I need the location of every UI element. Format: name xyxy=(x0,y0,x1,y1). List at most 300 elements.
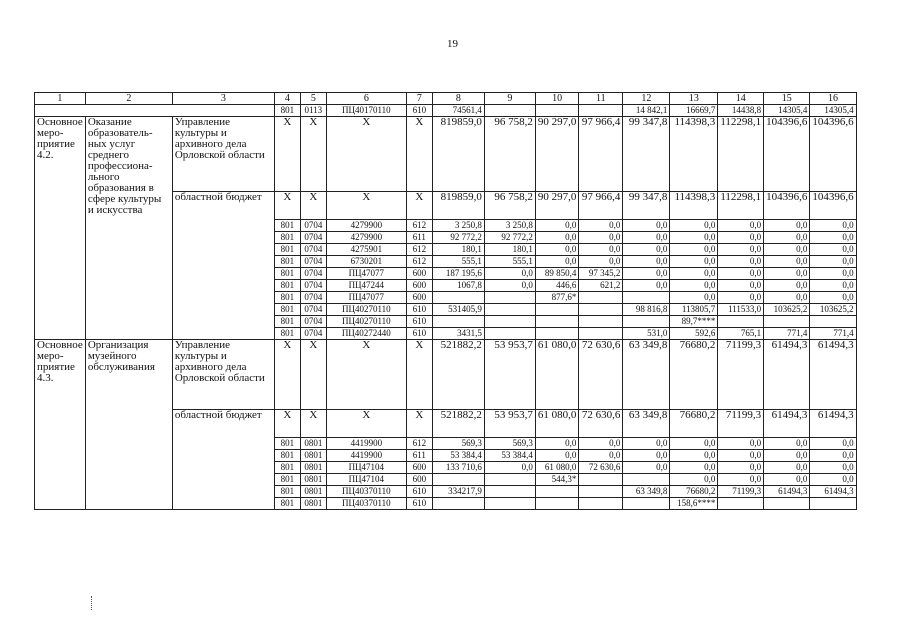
budget-line-value: 0,0 xyxy=(670,280,718,292)
budget-line-value: 0,0 xyxy=(623,450,670,462)
budget-line-value: 555,1 xyxy=(484,256,535,268)
budget-line-value xyxy=(810,316,856,328)
budget-line-value: 592,6 xyxy=(670,328,718,340)
budget-total: 97 966,4 xyxy=(579,192,623,220)
budget-line-value xyxy=(535,304,579,316)
budget-line-value: 611 xyxy=(406,232,432,244)
budget-line-value: 0,0 xyxy=(764,292,810,304)
budget-line-value: 0,0 xyxy=(764,268,810,280)
executor-total: Х xyxy=(326,340,406,410)
budget-line-value xyxy=(579,474,623,486)
budget-line-value: ПЦ40270110 xyxy=(326,316,406,328)
budget-line-value: 446,6 xyxy=(535,280,579,292)
budget-total: 76680,2 xyxy=(670,410,718,438)
column-number: 5 xyxy=(300,93,326,105)
carry-value: 16669,7 xyxy=(670,105,718,117)
executor-total: 61 080,0 xyxy=(535,340,579,410)
budget-line-value: 0801 xyxy=(300,450,326,462)
budget-line-value xyxy=(579,328,623,340)
budget-line-value: 0,0 xyxy=(535,438,579,450)
budget-line-value: 111533,0 xyxy=(718,304,764,316)
budget-line-value: 610 xyxy=(406,316,432,328)
carry-value: 14 842,1 xyxy=(623,105,670,117)
measure-name: Основное меро-приятие 4.2. xyxy=(35,117,86,340)
budget-line-value: 801 xyxy=(274,256,300,268)
budget-total: Х xyxy=(326,410,406,438)
column-number: 2 xyxy=(85,93,172,105)
budget-line-value: 0,0 xyxy=(579,244,623,256)
budget-line-value: 0,0 xyxy=(810,256,856,268)
budget-line-value: 0,0 xyxy=(718,244,764,256)
budget-line-value: 61 080,0 xyxy=(535,462,579,474)
budget-line-value: 801 xyxy=(274,304,300,316)
budget-line-value: 0801 xyxy=(300,486,326,498)
budget-line-value xyxy=(579,304,623,316)
budget-line-value: 0,0 xyxy=(535,232,579,244)
budget-line-value: 0,0 xyxy=(623,220,670,232)
budget-line-value: 6730201 xyxy=(326,256,406,268)
executor-total: 96 758,2 xyxy=(484,117,535,192)
budget-line-value: 801 xyxy=(274,450,300,462)
budget-line-value xyxy=(484,498,535,510)
budget-line-value: 0,0 xyxy=(670,244,718,256)
budget-line-value: 801 xyxy=(274,438,300,450)
budget-line-value: 0,0 xyxy=(670,438,718,450)
budget-line-value: 61494,3 xyxy=(764,486,810,498)
carry-value: 0113 xyxy=(300,105,326,117)
budget-line-value: 0,0 xyxy=(670,462,718,474)
budget-line-value: 4279900 xyxy=(326,220,406,232)
budget-total: 71199,3 xyxy=(718,410,764,438)
budget-line-value: 801 xyxy=(274,280,300,292)
budget-line-value: 76680,2 xyxy=(670,486,718,498)
column-number: 16 xyxy=(810,93,856,105)
budget-line-value: 4419900 xyxy=(326,438,406,450)
budget-line-value: 801 xyxy=(274,316,300,328)
budget-line-value: 801 xyxy=(274,474,300,486)
executor-total: 97 966,4 xyxy=(579,117,623,192)
budget-line-value: 71199,3 xyxy=(718,486,764,498)
budget-line-value: 0704 xyxy=(300,316,326,328)
executor-total: Х xyxy=(326,117,406,192)
budget-line-value xyxy=(484,316,535,328)
budget-line-value: 0,0 xyxy=(718,450,764,462)
budget-line-value: 801 xyxy=(274,498,300,510)
m43-executor-row xyxy=(35,340,857,410)
budget-line-value: 53 384,4 xyxy=(432,450,484,462)
budget-line-value: 0,0 xyxy=(535,256,579,268)
budget-line-value: 555,1 xyxy=(432,256,484,268)
budget-line-value: 0704 xyxy=(300,304,326,316)
executor-total: 61494,3 xyxy=(764,340,810,410)
budget-line-value: 92 772,2 xyxy=(484,232,535,244)
budget-line-value: 544,3* xyxy=(535,474,579,486)
executor-total: 53 953,7 xyxy=(484,340,535,410)
executor-total: Х xyxy=(406,340,432,410)
budget-line-value: 0704 xyxy=(300,244,326,256)
budget-line-value: 0,0 xyxy=(623,268,670,280)
budget-total: Х xyxy=(406,192,432,220)
budget-total: 112298,1 xyxy=(718,192,764,220)
budget-line-value: 0,0 xyxy=(670,268,718,280)
budget-line-value xyxy=(579,292,623,304)
budget-line-value: 0,0 xyxy=(764,256,810,268)
budget-line-value: 801 xyxy=(274,268,300,280)
budget-line-value: 0,0 xyxy=(718,292,764,304)
budget-line-value: 600 xyxy=(406,280,432,292)
budget-total: Х xyxy=(274,410,300,438)
budget-total: 61494,3 xyxy=(810,410,856,438)
budget-line-value: 0,0 xyxy=(810,280,856,292)
budget-line-value: 0704 xyxy=(300,280,326,292)
budget-line-value xyxy=(810,498,856,510)
budget-total: 104396,6 xyxy=(764,192,810,220)
budget-line-value: ПЦ40370110 xyxy=(326,498,406,510)
budget-line-value: 3431,5 xyxy=(432,328,484,340)
carry-value: 14305,4 xyxy=(810,105,856,117)
column-number: 4 xyxy=(274,93,300,105)
carry-value xyxy=(535,105,579,117)
column-number: 12 xyxy=(623,93,670,105)
budget-line-value xyxy=(484,328,535,340)
budget-line-value: 801 xyxy=(274,486,300,498)
executor-total: Х xyxy=(300,340,326,410)
budget-line-value: 0,0 xyxy=(579,232,623,244)
budget-line-value: 1067,8 xyxy=(432,280,484,292)
budget-line-value xyxy=(764,498,810,510)
budget-line-value: 0,0 xyxy=(718,220,764,232)
budget-line-value: 0,0 xyxy=(718,268,764,280)
budget-line-value: 600 xyxy=(406,268,432,280)
budget-total: 63 349,8 xyxy=(623,410,670,438)
budget-line-value: 0,0 xyxy=(623,244,670,256)
executor-total: 61494,3 xyxy=(810,340,856,410)
budget-line-value xyxy=(535,486,579,498)
budget-line-value: 0,0 xyxy=(484,462,535,474)
budget-line-value: 612 xyxy=(406,256,432,268)
budget-line-value: 0,0 xyxy=(718,474,764,486)
budget-line-value xyxy=(623,474,670,486)
executor-total: 72 630,6 xyxy=(579,340,623,410)
budget-line-value: 0,0 xyxy=(764,462,810,474)
budget-line-value: 0,0 xyxy=(623,232,670,244)
budget-line-value: ПЦ40272440 xyxy=(326,328,406,340)
budget-line-value: 531,0 xyxy=(623,328,670,340)
carry-value: 801 xyxy=(274,105,300,117)
carry-value: 610 xyxy=(406,105,432,117)
budget-line-value xyxy=(579,316,623,328)
budget-line-value: 0,0 xyxy=(535,220,579,232)
budget-line-value: 612 xyxy=(406,220,432,232)
budget-line-value: 53 384,4 xyxy=(484,450,535,462)
budget-line-value xyxy=(623,292,670,304)
budget-line-value xyxy=(718,498,764,510)
budget-line-value: 0,0 xyxy=(810,462,856,474)
budget-total: 61 080,0 xyxy=(535,410,579,438)
budget-line-value xyxy=(432,292,484,304)
budget-line-value: 89 850,4 xyxy=(535,268,579,280)
budget-line-value: 0801 xyxy=(300,462,326,474)
budget-total: Х xyxy=(300,410,326,438)
budget-line-value: ПЦ47244 xyxy=(326,280,406,292)
budget-line-value: 0,0 xyxy=(810,220,856,232)
budget-total: 521882,2 xyxy=(432,410,484,438)
budget-line-value: 0,0 xyxy=(764,220,810,232)
column-number: 10 xyxy=(535,93,579,105)
budget-line-value: 0,0 xyxy=(810,244,856,256)
budget-source: областной бюджет xyxy=(172,410,274,510)
budget-line-value: 0704 xyxy=(300,328,326,340)
budget-line-value: 61494,3 xyxy=(810,486,856,498)
budget-line-value: 4275901 xyxy=(326,244,406,256)
budget-line-value: 611 xyxy=(406,450,432,462)
executor-total: 76680,2 xyxy=(670,340,718,410)
budget-source: областной бюджет xyxy=(172,192,274,340)
budget-line-value: 0,0 xyxy=(810,232,856,244)
budget-line-value: 0,0 xyxy=(718,232,764,244)
budget-line-value xyxy=(484,304,535,316)
budget-line-value: 569,3 xyxy=(484,438,535,450)
column-number: 6 xyxy=(326,93,406,105)
budget-line-value xyxy=(764,316,810,328)
budget-line-value: 63 349,8 xyxy=(623,486,670,498)
budget-line-value: 765,1 xyxy=(718,328,764,340)
budget-line-value: 0,0 xyxy=(810,292,856,304)
budget-line-value: 0,0 xyxy=(764,438,810,450)
budget-line-value: 0,0 xyxy=(670,232,718,244)
column-number: 9 xyxy=(484,93,535,105)
budget-line-value: 600 xyxy=(406,462,432,474)
budget-line-value xyxy=(623,316,670,328)
budget-line-value: 0,0 xyxy=(810,438,856,450)
budget-line-value: 531405,9 xyxy=(432,304,484,316)
budget-line-value: ПЦ47104 xyxy=(326,474,406,486)
budget-line-value: 0,0 xyxy=(718,280,764,292)
budget-line-value: 180,1 xyxy=(432,244,484,256)
executor-total: 112298,1 xyxy=(718,117,764,192)
column-number: 11 xyxy=(579,93,623,105)
budget-line-value: 0,0 xyxy=(623,438,670,450)
executor-total: 104396,6 xyxy=(810,117,856,192)
budget-total: 104396,6 xyxy=(810,192,856,220)
budget-line-value: 600 xyxy=(406,292,432,304)
column-number: 15 xyxy=(764,93,810,105)
budget-line-value xyxy=(484,474,535,486)
budget-line-value: 0,0 xyxy=(670,256,718,268)
budget-line-value: 612 xyxy=(406,438,432,450)
budget-line-value: 612 xyxy=(406,244,432,256)
budget-total: Х xyxy=(326,192,406,220)
budget-line-value: 801 xyxy=(274,232,300,244)
carry-value: ПЦ40170110 xyxy=(326,105,406,117)
carry-value: 14438,8 xyxy=(718,105,764,117)
executor-total: 521882,2 xyxy=(432,340,484,410)
budget-line-value: 0,0 xyxy=(670,474,718,486)
budget-line-value xyxy=(623,498,670,510)
budget-total: 114398,3 xyxy=(670,192,718,220)
budget-total: 99 347,8 xyxy=(623,192,670,220)
carry-value: 74561,4 xyxy=(432,105,484,117)
budget-line-value: 0,0 xyxy=(718,256,764,268)
budget-line-value: 610 xyxy=(406,328,432,340)
carry-value xyxy=(579,105,623,117)
budget-line-value: 801 xyxy=(274,244,300,256)
budget-line-value: 0,0 xyxy=(535,244,579,256)
budget-line-value xyxy=(432,316,484,328)
budget-line-value: ПЦ40370110 xyxy=(326,486,406,498)
budget-line-value: 0704 xyxy=(300,232,326,244)
budget-line-value: 0,0 xyxy=(810,268,856,280)
budget-line-value: 0,0 xyxy=(764,232,810,244)
program-budget-table xyxy=(34,92,857,510)
budget-line-value: 97 345,2 xyxy=(579,268,623,280)
budget-line-value: 0704 xyxy=(300,268,326,280)
executor: Управление культуры и архивного дела Орловской области xyxy=(172,340,274,410)
budget-line-value: 0704 xyxy=(300,220,326,232)
budget-line-value: ПЦ40270110 xyxy=(326,304,406,316)
budget-line-value: 0,0 xyxy=(579,438,623,450)
empty-cell xyxy=(35,105,275,117)
budget-line-value: ПЦ47077 xyxy=(326,268,406,280)
budget-line-value: 4279900 xyxy=(326,232,406,244)
budget-line-value: 0704 xyxy=(300,256,326,268)
executor-total: Х xyxy=(274,117,300,192)
budget-line-value: 771,4 xyxy=(810,328,856,340)
budget-line-value: 0,0 xyxy=(484,280,535,292)
budget-line-value xyxy=(484,292,535,304)
budget-line-value: 801 xyxy=(274,220,300,232)
budget-line-value: 801 xyxy=(274,328,300,340)
carry-row xyxy=(35,105,857,117)
executor-total: 99 347,8 xyxy=(623,117,670,192)
budget-line-value: 89,7**** xyxy=(670,316,718,328)
budget-line-value: 877,6* xyxy=(535,292,579,304)
executor: Управление культуры и архивного дела Орловской области xyxy=(172,117,274,192)
budget-line-value: ПЦ47104 xyxy=(326,462,406,474)
budget-line-value: 92 772,2 xyxy=(432,232,484,244)
budget-line-value: 0801 xyxy=(300,474,326,486)
measure-name: Основное меро-приятие 4.3. xyxy=(35,340,86,510)
budget-line-value: 0,0 xyxy=(579,256,623,268)
budget-line-value: 180,1 xyxy=(484,244,535,256)
budget-line-value: 0,0 xyxy=(670,450,718,462)
budget-line-value xyxy=(718,316,764,328)
budget-line-value xyxy=(579,486,623,498)
executor-total: 71199,3 xyxy=(718,340,764,410)
column-number: 7 xyxy=(406,93,432,105)
margin-mark xyxy=(91,596,94,610)
budget-line-value: 0,0 xyxy=(535,450,579,462)
budget-line-value: 334217,9 xyxy=(432,486,484,498)
budget-line-value: 0801 xyxy=(300,438,326,450)
budget-line-value: ПЦ47077 xyxy=(326,292,406,304)
budget-total: 72 630,6 xyxy=(579,410,623,438)
budget-line-value: 771,4 xyxy=(764,328,810,340)
budget-line-value: 801 xyxy=(274,462,300,474)
budget-total: 96 758,2 xyxy=(484,192,535,220)
budget-line-value: 4419900 xyxy=(326,450,406,462)
budget-line-value: 0,0 xyxy=(670,292,718,304)
page-number: 19 xyxy=(447,38,458,50)
budget-line-value: 103625,2 xyxy=(764,304,810,316)
budget-line-value xyxy=(535,498,579,510)
budget-total: Х xyxy=(406,410,432,438)
column-number: 14 xyxy=(718,93,764,105)
budget-line-value: 0,0 xyxy=(579,220,623,232)
budget-line-value: 0,0 xyxy=(623,462,670,474)
budget-line-value: 103625,2 xyxy=(810,304,856,316)
budget-line-value: 0,0 xyxy=(764,474,810,486)
executor-total: Х xyxy=(274,340,300,410)
budget-line-value: 113805,7 xyxy=(670,304,718,316)
budget-line-value: 72 630,6 xyxy=(579,462,623,474)
budget-line-value: 0,0 xyxy=(579,450,623,462)
budget-line-value: 0,0 xyxy=(670,220,718,232)
budget-line-value: 187 195,6 xyxy=(432,268,484,280)
budget-line-value: 569,3 xyxy=(432,438,484,450)
executor-total: 104396,6 xyxy=(764,117,810,192)
column-number: 3 xyxy=(172,93,274,105)
budget-line-value xyxy=(535,328,579,340)
executor-total: 114398,3 xyxy=(670,117,718,192)
budget-line-value: 610 xyxy=(406,304,432,316)
budget-line-value: 98 816,8 xyxy=(623,304,670,316)
budget-total: 90 297,0 xyxy=(535,192,579,220)
executor-total: 63 349,8 xyxy=(623,340,670,410)
budget-line-value: 0,0 xyxy=(810,474,856,486)
budget-line-value xyxy=(432,498,484,510)
executor-total: Х xyxy=(300,117,326,192)
budget-line-value: 0,0 xyxy=(764,450,810,462)
column-number: 8 xyxy=(432,93,484,105)
budget-total: 61494,3 xyxy=(764,410,810,438)
budget-line-value: 801 xyxy=(274,292,300,304)
column-number: 1 xyxy=(35,93,86,105)
budget-line-value: 0,0 xyxy=(623,256,670,268)
budget-line-value xyxy=(579,498,623,510)
carry-value xyxy=(484,105,535,117)
budget-line-value: 0704 xyxy=(300,292,326,304)
executor-total: Х xyxy=(406,117,432,192)
budget-line-value: 0,0 xyxy=(718,438,764,450)
budget-line-value: 3 250,8 xyxy=(484,220,535,232)
measure-description: Организация музейного обслуживания xyxy=(85,340,172,510)
header-row xyxy=(35,93,857,105)
budget-total: 53 953,7 xyxy=(484,410,535,438)
budget-line-value xyxy=(535,316,579,328)
executor-total: 90 297,0 xyxy=(535,117,579,192)
budget-line-value: 621,2 xyxy=(579,280,623,292)
budget-line-value: 0,0 xyxy=(764,244,810,256)
executor-total: 819859,0 xyxy=(432,117,484,192)
budget-line-value: 3 250,8 xyxy=(432,220,484,232)
budget-line-value: 0,0 xyxy=(718,462,764,474)
budget-line-value: 610 xyxy=(406,498,432,510)
carry-value: 14305,4 xyxy=(764,105,810,117)
budget-line-value: 610 xyxy=(406,486,432,498)
budget-line-value: 0,0 xyxy=(764,280,810,292)
column-number: 13 xyxy=(670,93,718,105)
budget-line-value: 133 710,6 xyxy=(432,462,484,474)
budget-total: Х xyxy=(274,192,300,220)
budget-line-value: 0,0 xyxy=(623,280,670,292)
budget-line-value: 0,0 xyxy=(484,268,535,280)
budget-total: Х xyxy=(300,192,326,220)
budget-line-value xyxy=(432,474,484,486)
budget-line-value: 0,0 xyxy=(810,450,856,462)
m42-executor-row xyxy=(35,117,857,192)
budget-line-value: 600 xyxy=(406,474,432,486)
